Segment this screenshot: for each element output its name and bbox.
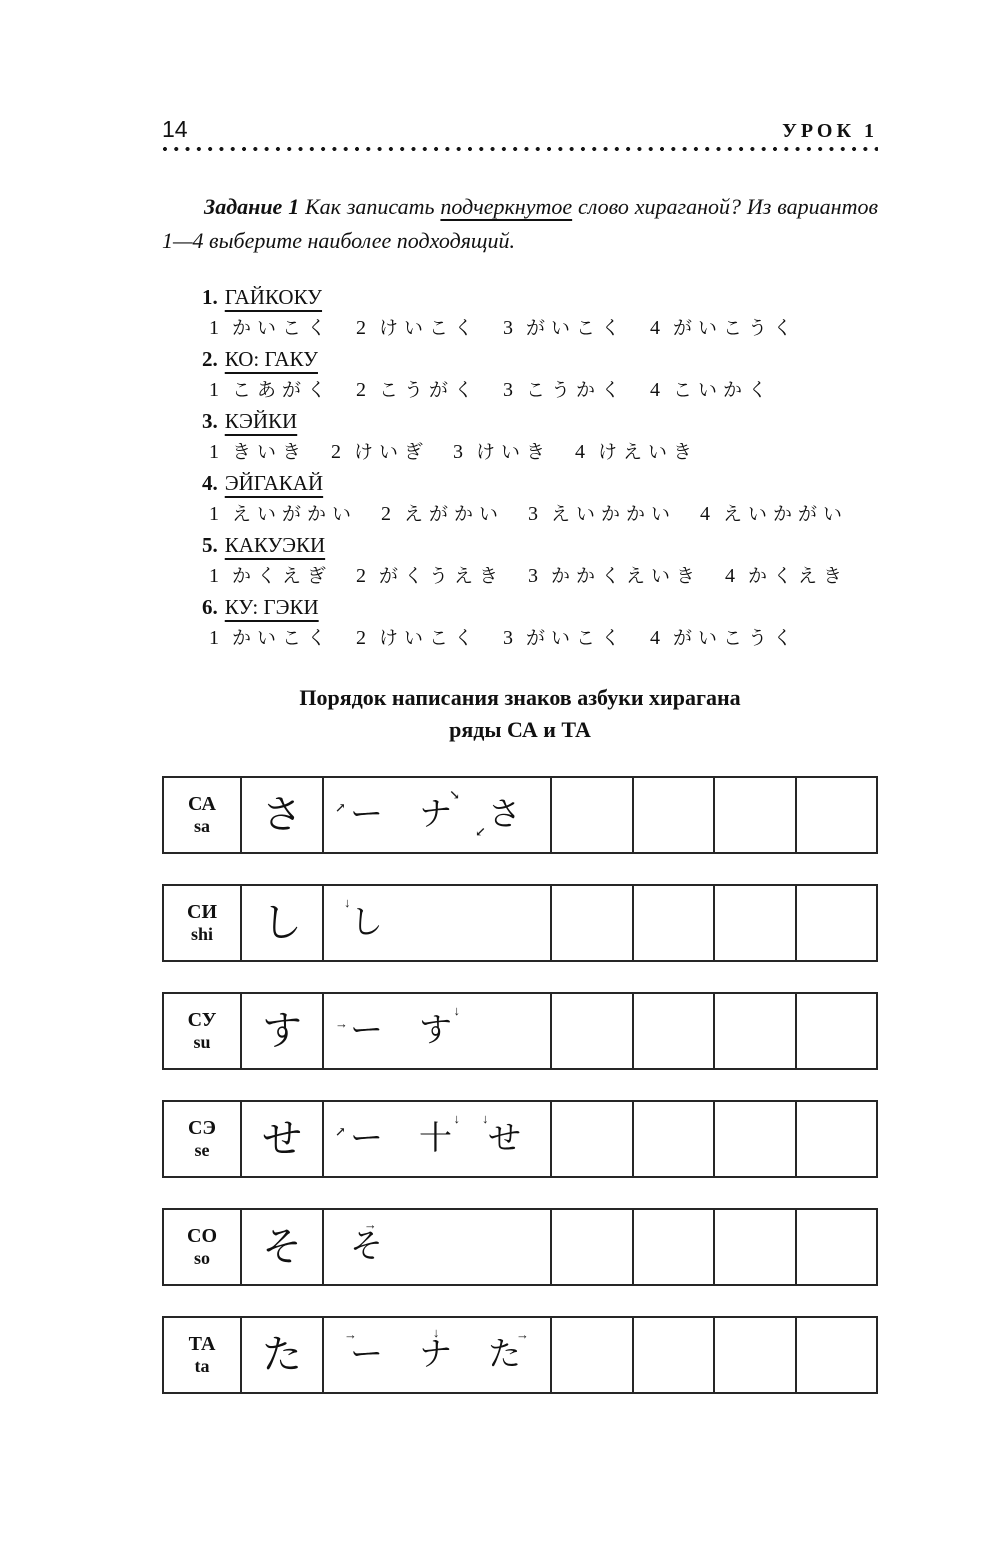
- practice-cell: [632, 778, 714, 852]
- row-label-cell: [164, 1318, 240, 1392]
- exercise-item: [202, 592, 878, 654]
- hiragana-glyph: し: [262, 900, 302, 945]
- option-kana: かくえき: [748, 566, 849, 587]
- stroke-step: [475, 796, 521, 839]
- stroke-glyph: せ: [488, 1120, 521, 1157]
- option-kana: えがかい: [404, 504, 505, 525]
- row-label-ru: ТА: [188, 1333, 216, 1356]
- dotted-divider: [162, 146, 878, 152]
- practice-cell: [632, 1318, 714, 1392]
- exercise-term-line: [202, 344, 878, 375]
- exercise-number: 1.: [202, 285, 218, 309]
- option-number: 2: [356, 565, 367, 587]
- stroke-glyph: さ: [488, 796, 521, 833]
- stroke-step: [344, 1326, 383, 1373]
- task-text-after: слово хираганой? Из вариантов 1—4 выберите наиболее подходящий.: [162, 194, 879, 253]
- option-number: 3: [528, 565, 539, 587]
- stroke-step: [419, 1002, 460, 1049]
- task-paragraph: [162, 190, 878, 258]
- exercise-option: [528, 565, 701, 587]
- option-number: 4: [725, 565, 736, 587]
- option-kana: かいこく: [232, 628, 333, 649]
- exercise-option: [209, 317, 332, 339]
- exercise-option: [575, 441, 698, 463]
- option-kana: きいき: [232, 442, 308, 463]
- exercise-option: [209, 627, 332, 649]
- hiragana-glyph: す: [262, 1008, 302, 1053]
- stroke-arrow-icon: ↙: [475, 823, 486, 839]
- stroke-step: [344, 894, 383, 941]
- exercise-term-line: [202, 592, 878, 623]
- option-number: 3: [528, 503, 539, 525]
- option-number: 1: [209, 627, 219, 649]
- practice-cell: [632, 886, 714, 960]
- stroke-glyph: し: [350, 904, 383, 941]
- option-number: 2: [381, 503, 392, 525]
- exercise-number: 2.: [202, 347, 218, 371]
- printed-char-cell: [240, 1210, 322, 1284]
- option-number: 3: [503, 317, 514, 339]
- row-label-cell: [164, 886, 240, 960]
- practice-cell: [795, 1318, 877, 1392]
- option-number: 4: [650, 379, 661, 401]
- option-kana: けいこく: [379, 318, 480, 339]
- option-number: 1: [209, 503, 219, 525]
- option-kana: かかくえいき: [551, 566, 702, 587]
- hiragana-table: [162, 776, 878, 1394]
- exercise-term: ЭЙГАКАЙ: [224, 471, 324, 495]
- stroke-glyph: ー: [350, 1336, 383, 1373]
- exercise-options: [202, 499, 878, 530]
- practice-cell: [713, 1102, 795, 1176]
- hiragana-row: [162, 1100, 878, 1178]
- option-kana: けいき: [476, 442, 552, 463]
- row-label-ru: СЭ: [187, 1117, 216, 1140]
- practice-cell: [795, 886, 877, 960]
- exercise-term-line: [202, 468, 878, 499]
- exercise-list: [202, 282, 878, 654]
- exercise-term: КУ: ГЭКИ: [224, 595, 319, 619]
- practice-cell: [795, 778, 877, 852]
- row-label-ru: СА: [188, 793, 216, 816]
- exercise-option: [331, 441, 429, 463]
- option-kana: えいかがい: [723, 504, 849, 525]
- option-number: 4: [650, 627, 661, 649]
- printed-char-cell: [240, 886, 322, 960]
- hiragana-glyph: さ: [262, 792, 302, 837]
- stroke-arrow-icon: ↓: [344, 894, 351, 910]
- stroke-arrow-icon: ↓: [453, 1002, 460, 1018]
- option-kana: えいかかい: [551, 504, 677, 525]
- practice-cell: [713, 1210, 795, 1284]
- stroke-step: [335, 796, 383, 833]
- stroke-arrow-icon: →: [363, 1216, 377, 1232]
- practice-cell: [713, 994, 795, 1068]
- hiragana-row: [162, 776, 878, 854]
- option-number: 2: [356, 317, 367, 339]
- practice-cell: [795, 1102, 877, 1176]
- stroke-step: [488, 1326, 529, 1373]
- exercise-option: [725, 565, 848, 587]
- exercise-options: [202, 375, 878, 406]
- printed-char-cell: [240, 778, 322, 852]
- row-label-cell: [164, 1210, 240, 1284]
- stroke-glyph: ナ: [419, 796, 452, 833]
- practice-cell: [550, 886, 632, 960]
- printed-char-cell: [240, 1318, 322, 1392]
- row-label-lat: so: [193, 1248, 210, 1269]
- exercise-options: [202, 623, 878, 654]
- exercise-term: КЭЙКИ: [224, 409, 298, 433]
- page-number: 14: [162, 116, 188, 142]
- practice-cell: [550, 1102, 632, 1176]
- practice-cell: [550, 1318, 632, 1392]
- exercise-option: [209, 503, 357, 525]
- option-number: 4: [575, 441, 586, 463]
- practice-cell: [550, 1210, 632, 1284]
- section-heading-line2: ряды СА и ТА: [449, 717, 591, 742]
- row-label-ru: СО: [187, 1225, 217, 1248]
- option-kana: こうかく: [526, 380, 627, 401]
- option-kana: がいこうく: [673, 628, 799, 649]
- exercise-option: [503, 317, 626, 339]
- exercise-option: [356, 379, 479, 401]
- stroke-arrow-icon: ↓: [482, 1110, 489, 1126]
- hiragana-row: [162, 992, 878, 1070]
- stroke-glyph: た: [488, 1336, 521, 1373]
- exercise-term: КАКУЭКИ: [224, 533, 326, 557]
- row-label-lat: su: [193, 1032, 211, 1053]
- option-kana: こうがく: [379, 380, 480, 401]
- exercise-option: [356, 627, 479, 649]
- option-number: 2: [356, 379, 367, 401]
- row-label-lat: se: [194, 1140, 210, 1161]
- stroke-step: [482, 1110, 521, 1157]
- exercise-number: 5.: [202, 533, 218, 557]
- exercise-option: [700, 503, 848, 525]
- stroke-glyph: ー: [350, 796, 383, 833]
- stroke-arrow-icon: →: [335, 1015, 348, 1031]
- option-kana: がいこく: [526, 628, 627, 649]
- row-label-lat: shi: [190, 924, 214, 945]
- hiragana-row: [162, 1316, 878, 1394]
- option-kana: かくえぎ: [232, 566, 333, 587]
- option-kana: こいかく: [673, 380, 774, 401]
- stroke-arrow-icon: ↘: [449, 786, 460, 802]
- section-heading-line1: Порядок написания знаков азбуки хирагана: [299, 685, 741, 710]
- row-label-cell: [164, 994, 240, 1068]
- exercise-item: [202, 406, 878, 468]
- practice-cell: [550, 778, 632, 852]
- stroke-step: [419, 1110, 460, 1157]
- exercise-term: ГАЙКОКУ: [224, 285, 323, 309]
- option-number: 1: [209, 379, 219, 401]
- exercise-options: [202, 313, 878, 344]
- exercise-option: [503, 379, 626, 401]
- exercise-option: [453, 441, 551, 463]
- option-kana: がいこうく: [673, 318, 799, 339]
- hiragana-row: [162, 884, 878, 962]
- option-kana: けえいき: [598, 442, 699, 463]
- stroke-glyph: す: [419, 1012, 452, 1049]
- page-header: [162, 118, 878, 141]
- exercise-term-line: [202, 406, 878, 437]
- stroke-order-cell: [322, 886, 550, 960]
- stroke-step: [419, 786, 460, 833]
- exercise-options: [202, 437, 878, 468]
- row-label-cell: [164, 778, 240, 852]
- row-label-ru: СУ: [187, 1009, 217, 1032]
- row-label-ru: СИ: [187, 901, 217, 924]
- option-number: 3: [453, 441, 464, 463]
- exercise-option: [356, 565, 504, 587]
- exercise-option: [650, 627, 798, 649]
- exercise-term: КО: ГАКУ: [224, 347, 318, 371]
- stroke-order-cell: [322, 1318, 550, 1392]
- stroke-order-cell: [322, 1102, 550, 1176]
- exercise-term-line: [202, 530, 878, 561]
- practice-cell: [632, 1210, 714, 1284]
- practice-cell: [713, 1318, 795, 1392]
- stroke-arrow-icon: ↗: [335, 1123, 346, 1139]
- option-kana: こあがく: [232, 380, 333, 401]
- stroke-step: [335, 1012, 383, 1049]
- stroke-order-cell: [322, 778, 550, 852]
- practice-cell: [632, 994, 714, 1068]
- stroke-step: [350, 1216, 383, 1265]
- task-label: Задание 1: [204, 194, 300, 219]
- stroke-step: [419, 1324, 452, 1373]
- option-number: 1: [209, 441, 219, 463]
- exercise-option: [209, 441, 307, 463]
- exercise-number: 3.: [202, 409, 218, 433]
- practice-cell: [713, 778, 795, 852]
- option-kana: かいこく: [232, 318, 333, 339]
- exercise-item: [202, 282, 878, 344]
- stroke-step: [335, 1120, 383, 1157]
- stroke-glyph: ー: [350, 1120, 383, 1157]
- exercise-option: [356, 317, 479, 339]
- exercise-option: [650, 317, 798, 339]
- exercise-option: [209, 379, 332, 401]
- stroke-order-cell: [322, 1210, 550, 1284]
- exercise-option: [650, 379, 773, 401]
- hiragana-glyph: た: [262, 1332, 302, 1377]
- task-text-before: Как записать: [299, 194, 441, 219]
- exercise-option: [381, 503, 504, 525]
- option-number: 3: [503, 379, 514, 401]
- stroke-glyph: そ: [350, 1228, 383, 1265]
- option-number: 4: [700, 503, 711, 525]
- option-kana: けいぎ: [354, 442, 430, 463]
- practice-cell: [550, 994, 632, 1068]
- exercise-options: [202, 561, 878, 592]
- stroke-arrow-icon: ↓: [432, 1324, 440, 1340]
- hiragana-row: [162, 1208, 878, 1286]
- stroke-glyph: ナ: [419, 1336, 452, 1373]
- option-kana: がいこく: [526, 318, 627, 339]
- stroke-arrow-icon: ↗: [335, 799, 346, 815]
- option-number: 1: [209, 317, 219, 339]
- exercise-item: [202, 344, 878, 406]
- printed-char-cell: [240, 1102, 322, 1176]
- option-kana: けいこく: [379, 628, 480, 649]
- stroke-arrow-icon: →: [344, 1326, 357, 1342]
- option-kana: えいがかい: [232, 504, 358, 525]
- practice-cell: [632, 1102, 714, 1176]
- option-number: 1: [209, 565, 219, 587]
- option-number: 4: [650, 317, 661, 339]
- stroke-glyph: ー: [350, 1012, 383, 1049]
- printed-char-cell: [240, 994, 322, 1068]
- row-label-cell: [164, 1102, 240, 1176]
- exercise-item: [202, 468, 878, 530]
- section-heading: [162, 682, 878, 746]
- exercise-option: [528, 503, 676, 525]
- stroke-order-cell: [322, 994, 550, 1068]
- stroke-arrow-icon: ↓: [453, 1110, 460, 1126]
- task-underlined-word: подчеркнутое: [440, 194, 573, 219]
- option-number: 3: [503, 627, 514, 649]
- practice-cell: [795, 1210, 877, 1284]
- practice-cell: [713, 886, 795, 960]
- option-kana: がくうえき: [379, 566, 505, 587]
- stroke-glyph: 十: [419, 1120, 452, 1157]
- hiragana-glyph: せ: [262, 1116, 302, 1161]
- exercise-term-line: [202, 282, 878, 313]
- option-number: 2: [331, 441, 342, 463]
- lesson-title: УРОК 1: [782, 120, 878, 142]
- exercise-option: [503, 627, 626, 649]
- exercise-item: [202, 530, 878, 592]
- hiragana-glyph: そ: [262, 1224, 302, 1269]
- exercise-number: 4.: [202, 471, 218, 495]
- practice-cell: [795, 994, 877, 1068]
- stroke-arrow-icon: →: [516, 1326, 529, 1342]
- row-label-lat: ta: [194, 1356, 210, 1377]
- row-label-lat: sa: [193, 816, 210, 837]
- exercise-number: 6.: [202, 595, 218, 619]
- option-number: 2: [356, 627, 367, 649]
- exercise-option: [209, 565, 332, 587]
